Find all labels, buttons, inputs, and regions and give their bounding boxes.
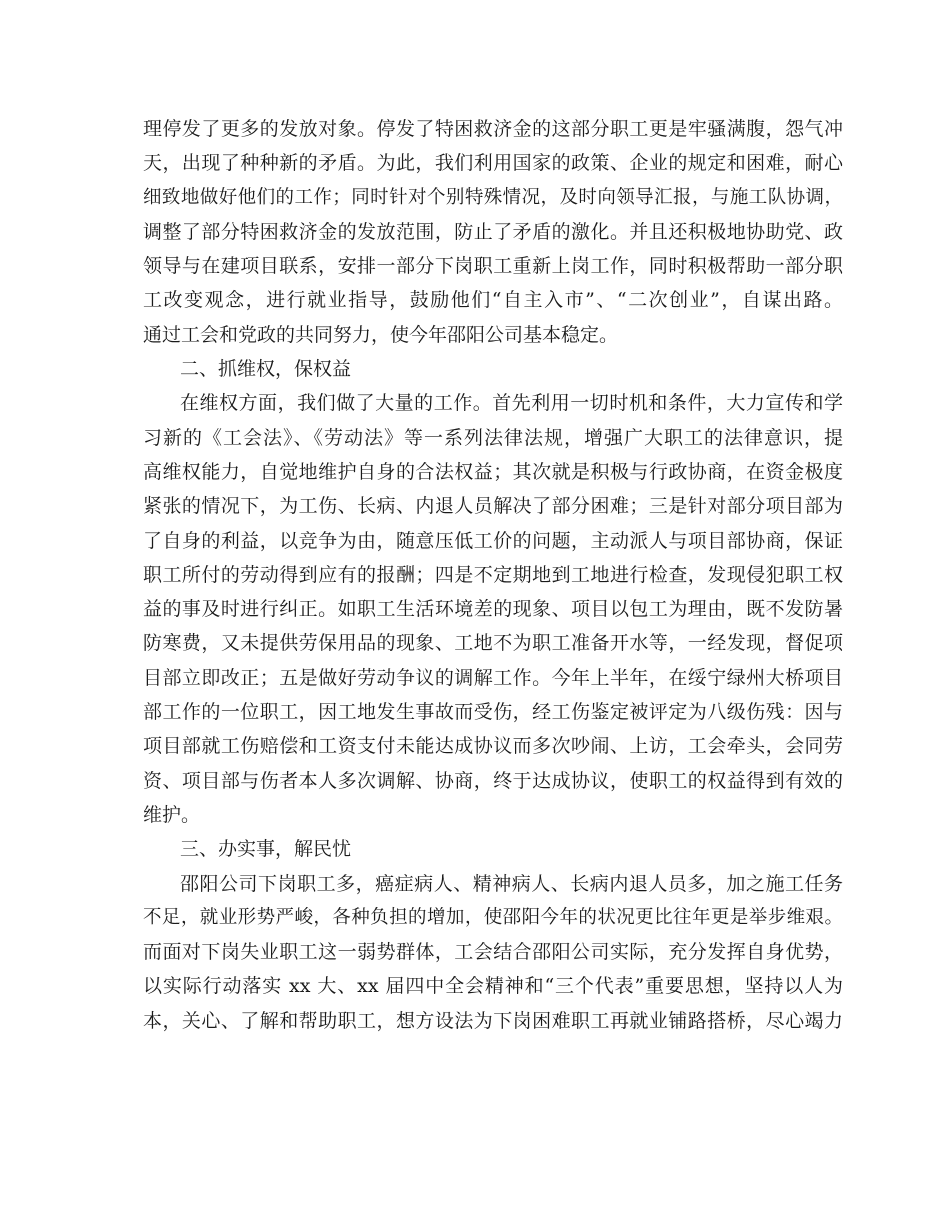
text-line: 目部立即改正；五是做好劳动争议的调解工作。今年上半年，在绥宁绿州大桥项目 (143, 666, 843, 689)
text-line: 工改变观念，进行就业指导，鼓励他们“自主入市”、“二次创业”，自谋出路。 (143, 289, 843, 312)
text-line: 邵阳公司下岗职工多，癌症病人、精神病人、长病内退人员多，加之施工任务 (180, 872, 843, 895)
text-line: 习新的《工会法》、《劳动法》等一系列法律法规，增强广大职工的法律意识，提 (143, 426, 843, 449)
text-line: 以实际行动落实 xx 大、xx 届四中全会精神和“三个代表”重要思想，坚持以人为 (143, 975, 843, 998)
text-line: 了自身的利益，以竞争为由，随意压低工价的问题，主动派人与项目部协商，保证 (143, 529, 843, 552)
text-line: 防寒费，又未提供劳保用品的现象、工地不为职工准备开水等，一经发现，督促项 (143, 632, 843, 655)
text-line: 职工所付的劳动得到应有的报酬；四是不定期地到工地进行检查，发现侵犯职工权 (143, 563, 843, 586)
text-line: 三、办实事，解民忧 (180, 838, 352, 861)
text-line: 细致地做好他们的工作；同时针对个别特殊情况，及时向领导汇报，与施工队协调， (143, 186, 843, 208)
text-line: 资、项目部与伤者本人多次调解、协商，终于达成协议，使职工的权益得到有效的 (143, 769, 843, 792)
text-line: 不足，就业形势严峻，各种负担的增加，使邵阳今年的状况更比往年更是举步维艰。 (143, 906, 843, 928)
text-line: 领导与在建项目联系，安排一部分下岗职工重新上岗工作，同时积极帮助一部分职 (143, 255, 843, 278)
text-line: 调整了部分特困救济金的发放范围，防止了矛盾的激化。并且还积极地协助党、政 (143, 220, 843, 243)
text-line: 高维权能力，自觉地维护自身的合法权益；其次就是积极与行政协商，在资金极度 (143, 460, 843, 483)
text-line: 紧张的情况下，为工伤、长病、内退人员解决了部分困难；三是针对部分项目部为 (143, 495, 843, 518)
text-line: 本，关心、了解和帮助职工，想方设法为下岗困难职工再就业铺路搭桥，尽心竭力 (143, 1009, 843, 1032)
text-line: 而面对下岗失业职工这一弱势群体，工会结合邵阳公司实际，充分发挥自身优势， (143, 941, 843, 964)
text-line: 天，出现了种种新的矛盾。为此，我们利用国家的政策、企业的规定和困难，耐心 (143, 152, 843, 175)
text-line: 理停发了更多的发放对象。停发了特困救济金的这部分职工更是牢骚满腹，怨气冲 (143, 118, 843, 140)
text-line: 部工作的一位职工，因工地发生事故而受伤，经工伤鉴定被评定为八级伤残：因与 (143, 701, 843, 724)
text-line: 项目部就工伤赔偿和工资支付未能达成协议而多次吵闹、上访，工会牵头，会同劳 (143, 735, 843, 758)
text-line: 二、抓维权，保权益 (180, 358, 352, 381)
text-line: 维护。 (143, 803, 201, 826)
text-line: 在维权方面，我们做了大量的工作。首先利用一切时机和条件，大力宣传和学 (180, 392, 843, 415)
text-line: 益的事及时进行纠正。如职工生活环境差的现象、项目以包工为理由，既不发防暑 (143, 598, 843, 621)
text-line: 通过工会和党政的共同努力，使今年邵阳公司基本稳定。 (143, 323, 619, 346)
body-text (143, 112, 843, 1038)
